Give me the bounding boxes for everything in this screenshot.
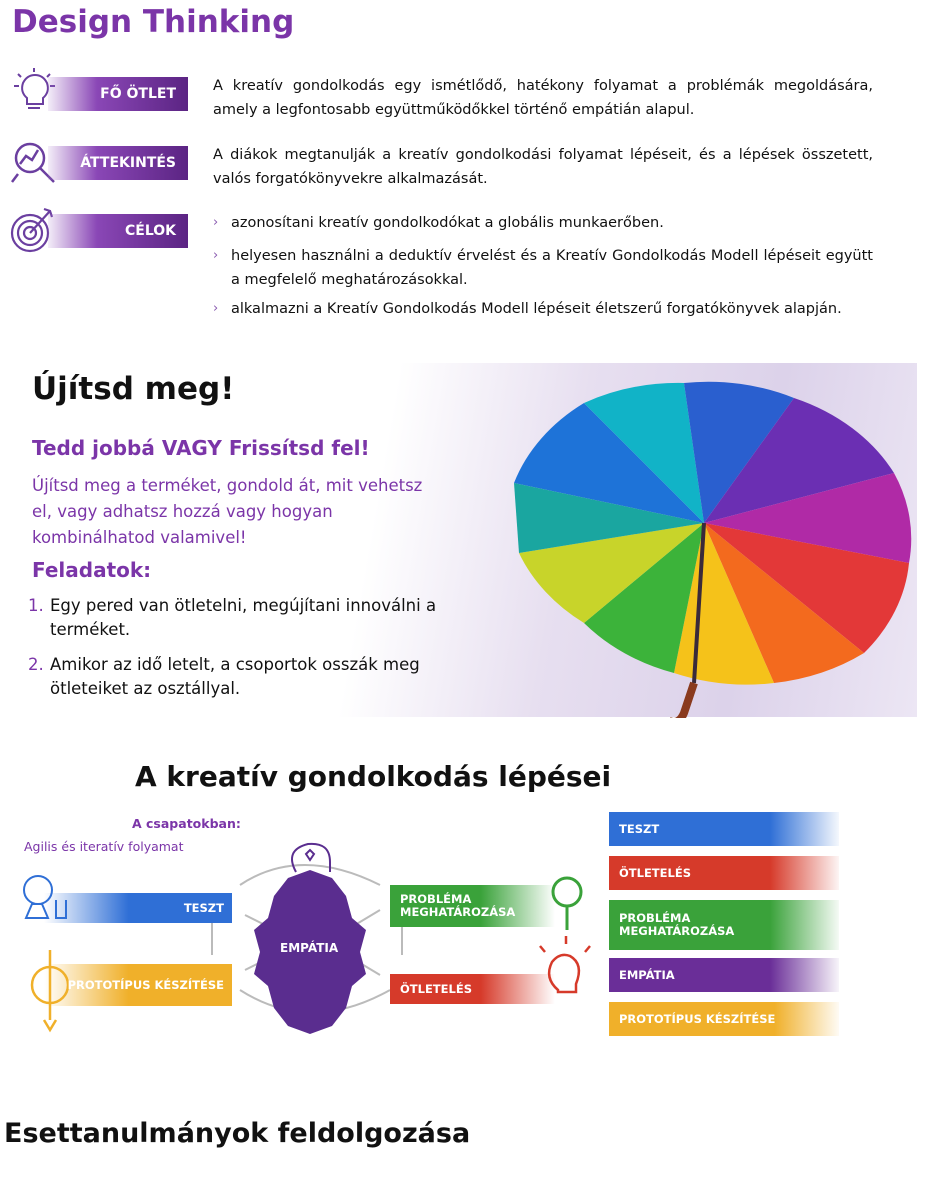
- chevron-right-icon: ›: [213, 301, 219, 316]
- promo-title: Újítsd meg!: [32, 371, 235, 407]
- process-label: Agilis és iteratív folyamat: [24, 839, 184, 854]
- promo-subtitle: Tedd jobbá VAGY Frissítsd fel!: [32, 436, 370, 460]
- legend-problema: PROBLÉMA MEGHATÁROZÁSA: [609, 900, 839, 950]
- diagram-bar-prototipus: PROTOTÍPUS KÉSZÍTÉSE: [44, 964, 232, 1006]
- celok-bullet: › azonosítani kreatív gondolkodókat a globális munkaerőben.: [213, 211, 873, 235]
- diagram-bar-otleteles: ÖTLETELÉS: [390, 974, 555, 1004]
- task-item: 2. Amikor az idő letelt, a csoportok osszák meg ötleteiket az osztállyal.: [28, 655, 420, 698]
- fo-otlet-text: A kreatív gondolkodás egy ismétlődő, hatékony folyamat a problémák megoldására, amely a legfontosabb együttműködőkkel történő empátián alapul.: [213, 78, 873, 118]
- legend-teszt: TESZT: [609, 812, 839, 846]
- attekintes-text: A diákok megtanulják a kreatív gondolkodási folyamat lépéseit, és a lépések összetett, valós forgatókönyvekre alkalmazását.: [213, 147, 873, 187]
- fo-otlet-label: FŐ ÖTLET: [48, 77, 188, 111]
- team-label: A csapatokban:: [132, 816, 241, 831]
- tasks-title: Feladatok:: [32, 558, 152, 582]
- attekintes-label: ÁTTEKINTÉS: [48, 146, 188, 180]
- diagram-bar-problema: PROBLÉMA MEGHATÁROZÁSA: [390, 885, 555, 927]
- celok-bullet: › helyesen használni a deduktív érvelést és a Kreatív Gondolkodás Modell lépéseit együtt a megfelelő meghatározásokkal.: [213, 244, 873, 292]
- promo-body: Újítsd meg a terméket, gondold át, mit vehetsz el, vagy adhatsz hozzá vagy hogyan kombinálhatod valamivel!: [32, 476, 423, 547]
- legend-empatia: EMPÁTIA: [609, 958, 839, 992]
- cycle-diagram: [0, 840, 600, 1040]
- celok-label: CÉLOK: [48, 214, 188, 248]
- chevron-right-icon: ›: [213, 248, 219, 263]
- diagram-bar-teszt: TESZT: [44, 893, 232, 923]
- legend-prototipus: PROTOTÍPUS KÉSZÍTÉSE: [609, 1002, 839, 1036]
- chevron-right-icon: ›: [213, 215, 219, 230]
- page-title: Design Thinking: [12, 4, 295, 40]
- steps-title: A kreatív gondolkodás lépései: [135, 760, 612, 793]
- celok-bullet: › alkalmazni a Kreatív Gondolkodás Modell lépéseit életszerű forgatókönyvek alapján.: [213, 297, 873, 321]
- legend-otleteles: ÖTLETELÉS: [609, 856, 839, 890]
- empatia-center: EMPÁTIA: [280, 941, 339, 955]
- section-title: Esettanulmányok feldolgozása: [4, 1118, 471, 1149]
- umbrella-image: [504, 373, 914, 718]
- task-item: 1. Egy pered van ötletelni, megújítani innoválni a terméket.: [28, 596, 437, 639]
- promo-panel: [14, 363, 917, 717]
